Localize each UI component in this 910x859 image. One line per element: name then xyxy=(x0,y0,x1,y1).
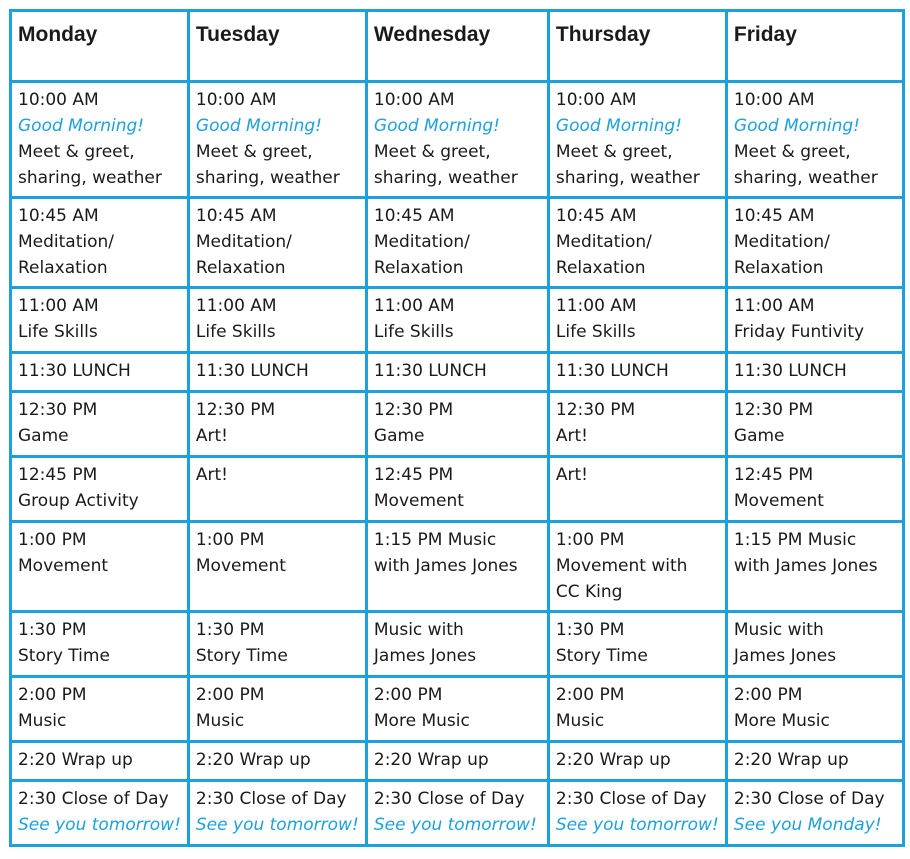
cell-line: 10:45 AM xyxy=(555,206,637,226)
cell-line: Relaxation xyxy=(18,258,108,278)
cell-line: 11:30 LUNCH xyxy=(733,361,847,381)
cell-line: Movement xyxy=(18,556,109,576)
cell-line: 11:30 LUNCH xyxy=(555,361,669,381)
cell-line: Friday Funtivity xyxy=(733,322,865,342)
cell-line: Movement xyxy=(195,556,286,576)
cell-line: 10:45 AM xyxy=(195,206,277,226)
cell-line: with James Jones xyxy=(733,556,878,576)
cell-line: 11:30 LUNCH xyxy=(195,361,309,381)
cell-line: Music with xyxy=(733,620,824,640)
cell-line: Music xyxy=(18,711,67,731)
schedule-cell-thursday xyxy=(548,677,726,742)
cell-line: 12:30 PM xyxy=(555,400,636,420)
cell-line: 2:30 Close of Day xyxy=(555,789,707,809)
cell-line: sharing, weather xyxy=(733,168,878,188)
cell-line: Story Time xyxy=(555,646,648,666)
schedule-row xyxy=(11,457,904,522)
cell-line: 12:30 PM xyxy=(18,400,98,420)
cell-line: CC King xyxy=(555,582,623,602)
cell-line: Story Time xyxy=(195,646,288,666)
schedule-cell-friday xyxy=(726,742,903,781)
schedule-cell-friday xyxy=(726,677,903,742)
schedule-row xyxy=(11,392,904,457)
schedule-cell-friday xyxy=(726,612,903,677)
schedule-cell-monday xyxy=(11,392,189,457)
schedule-cell-wednesday xyxy=(366,392,548,457)
schedule-cell-friday xyxy=(726,781,903,846)
cell-line: More Music xyxy=(733,711,830,731)
schedule-cell-monday xyxy=(11,522,189,612)
highlight-text: See you tomorrow! xyxy=(195,815,359,835)
cell-line: 1:15 PM Music xyxy=(733,530,857,550)
schedule-cell-thursday xyxy=(548,392,726,457)
schedule-cell-tuesday xyxy=(188,353,366,392)
cell-line: Meditation/ xyxy=(733,232,830,252)
schedule-cell-thursday xyxy=(548,288,726,353)
cell-line: James Jones xyxy=(733,646,837,666)
cell-line: Art! xyxy=(195,426,228,446)
schedule-cell-monday xyxy=(11,353,189,392)
schedule-cell-wednesday xyxy=(366,677,548,742)
cell-line: Group Activity xyxy=(18,491,139,511)
cell-line: Game xyxy=(733,426,785,446)
schedule-cell-thursday xyxy=(548,522,726,612)
cell-line: 1:15 PM Music xyxy=(373,530,497,550)
cell-line: Meet & greet, xyxy=(195,142,313,162)
highlight-text: Good Morning! xyxy=(373,116,500,136)
schedule-body xyxy=(11,82,904,846)
cell-line: 12:30 PM xyxy=(733,400,814,420)
schedule-cell-monday xyxy=(11,82,189,198)
cell-line: Art! xyxy=(555,426,588,446)
cell-line: 2:00 PM xyxy=(18,685,87,705)
schedule-cell-thursday xyxy=(548,781,726,846)
cell-line: 10:45 AM xyxy=(733,206,815,226)
cell-line: 2:20 Wrap up xyxy=(195,750,311,770)
cell-line: Music with xyxy=(373,620,464,640)
cell-line: Relaxation xyxy=(195,258,286,278)
cell-line: 12:30 PM xyxy=(195,400,276,420)
cell-line: Meditation/ xyxy=(555,232,652,252)
cell-line: 10:00 AM xyxy=(195,90,277,110)
cell-line: 11:00 AM xyxy=(373,296,455,316)
cell-line: 2:00 PM xyxy=(195,685,265,705)
cell-line: sharing, weather xyxy=(373,168,518,188)
schedule-cell-tuesday xyxy=(188,781,366,846)
cell-line: Life Skills xyxy=(195,322,276,342)
cell-line: 1:00 PM xyxy=(555,530,625,550)
cell-line: Meet & greet, xyxy=(18,142,135,162)
cell-line: 2:30 Close of Day xyxy=(195,789,347,809)
cell-line: Story Time xyxy=(18,646,110,666)
schedule-cell-monday xyxy=(11,198,189,288)
schedule-cell-tuesday xyxy=(188,522,366,612)
cell-line: Relaxation xyxy=(733,258,824,278)
cell-line: 11:00 AM xyxy=(555,296,637,316)
schedule-row xyxy=(11,288,904,353)
cell-line: Relaxation xyxy=(373,258,464,278)
schedule-row xyxy=(11,353,904,392)
cell-line: Game xyxy=(373,426,425,446)
schedule-row xyxy=(11,522,904,612)
schedule-cell-wednesday xyxy=(366,198,548,288)
day-header-tuesday: Tuesday xyxy=(188,11,366,82)
schedule-cell-friday xyxy=(726,198,903,288)
cell-line: Music xyxy=(195,711,245,731)
cell-line: 2:30 Close of Day xyxy=(373,789,525,809)
cell-line: Meditation/ xyxy=(18,232,115,252)
schedule-cell-tuesday xyxy=(188,82,366,198)
cell-line: 10:45 AM xyxy=(373,206,455,226)
schedule-cell-wednesday xyxy=(366,522,548,612)
schedule-row xyxy=(11,198,904,288)
cell-line: sharing, weather xyxy=(555,168,700,188)
cell-line: sharing, weather xyxy=(195,168,340,188)
cell-line: Game xyxy=(18,426,69,446)
schedule-cell-monday xyxy=(11,457,189,522)
cell-line: 10:00 AM xyxy=(555,90,637,110)
cell-line: 12:45 PM xyxy=(733,465,814,485)
cell-line: 10:00 AM xyxy=(733,90,815,110)
schedule-cell-tuesday xyxy=(188,457,366,522)
cell-line: 2:30 Close of Day xyxy=(18,789,169,809)
schedule-row xyxy=(11,677,904,742)
cell-line: 12:30 PM xyxy=(373,400,454,420)
schedule-cell-monday xyxy=(11,612,189,677)
cell-line: 11:00 AM xyxy=(733,296,815,316)
cell-line: Art! xyxy=(555,465,588,485)
highlight-text: See you tomorrow! xyxy=(555,815,719,835)
day-header-friday: Friday xyxy=(726,11,903,82)
cell-line: Relaxation xyxy=(555,258,646,278)
cell-line: 10:00 AM xyxy=(373,90,455,110)
cell-line: Art! xyxy=(195,465,228,485)
cell-line: More Music xyxy=(373,711,470,731)
cell-line: Meet & greet, xyxy=(373,142,491,162)
schedule-row xyxy=(11,781,904,846)
cell-line: Meditation/ xyxy=(373,232,470,252)
schedule-cell-thursday xyxy=(548,198,726,288)
cell-line: 2:20 Wrap up xyxy=(733,750,849,770)
schedule-cell-thursday xyxy=(548,742,726,781)
cell-line: 11:00 AM xyxy=(195,296,277,316)
schedule-cell-tuesday xyxy=(188,677,366,742)
cell-line: 2:30 Close of Day xyxy=(733,789,885,809)
schedule-row xyxy=(11,82,904,198)
schedule-cell-thursday xyxy=(548,353,726,392)
cell-line: Movement xyxy=(733,491,824,511)
cell-line: James Jones xyxy=(373,646,477,666)
schedule-cell-tuesday xyxy=(188,288,366,353)
schedule-cell-thursday xyxy=(548,82,726,198)
schedule-cell-friday xyxy=(726,457,903,522)
schedule-cell-wednesday xyxy=(366,288,548,353)
schedule-cell-monday xyxy=(11,781,189,846)
schedule-cell-friday xyxy=(726,288,903,353)
cell-line: Meet & greet, xyxy=(555,142,673,162)
header-row xyxy=(11,11,904,82)
cell-line: 1:30 PM xyxy=(195,620,265,640)
cell-line: 1:30 PM xyxy=(555,620,625,640)
schedule-cell-monday xyxy=(11,288,189,353)
schedule-cell-wednesday xyxy=(366,781,548,846)
schedule-cell-tuesday xyxy=(188,392,366,457)
schedule-cell-tuesday xyxy=(188,742,366,781)
cell-line: Life Skills xyxy=(373,322,454,342)
cell-line: 2:00 PM xyxy=(733,685,803,705)
schedule-cell-friday xyxy=(726,353,903,392)
cell-line: Music xyxy=(555,711,605,731)
cell-line: 2:20 Wrap up xyxy=(373,750,489,770)
highlight-text: See you Monday! xyxy=(733,815,882,835)
schedule-cell-monday xyxy=(11,742,189,781)
weekly-schedule-table xyxy=(9,9,905,847)
schedule-cell-thursday xyxy=(548,612,726,677)
schedule-cell-tuesday xyxy=(188,612,366,677)
schedule-cell-thursday xyxy=(548,457,726,522)
cell-line: 11:00 AM xyxy=(18,296,99,316)
schedule-row xyxy=(11,612,904,677)
highlight-text: Good Morning! xyxy=(555,116,682,136)
day-header-thursday: Thursday xyxy=(548,11,726,82)
cell-line: Life Skills xyxy=(18,322,98,342)
cell-line: Meditation/ xyxy=(195,232,292,252)
cell-line: Life Skills xyxy=(555,322,636,342)
schedule-cell-friday xyxy=(726,82,903,198)
schedule-cell-friday xyxy=(726,522,903,612)
schedule-cell-friday xyxy=(726,392,903,457)
cell-line: Movement with xyxy=(555,556,688,576)
cell-line: 10:00 AM xyxy=(18,90,99,110)
schedule-cell-wednesday xyxy=(366,742,548,781)
schedule-cell-wednesday xyxy=(366,353,548,392)
highlight-text: Good Morning! xyxy=(18,116,145,136)
schedule-cell-monday xyxy=(11,677,189,742)
cell-line: 11:30 LUNCH xyxy=(373,361,487,381)
schedule-cell-wednesday xyxy=(366,457,548,522)
highlight-text: See you tomorrow! xyxy=(18,815,181,835)
cell-line: 11:30 LUNCH xyxy=(18,361,131,381)
cell-line: 1:30 PM xyxy=(18,620,87,640)
schedule-row xyxy=(11,742,904,781)
cell-line: 2:20 Wrap up xyxy=(555,750,671,770)
cell-line: sharing, weather xyxy=(18,168,162,188)
schedule-cell-tuesday xyxy=(188,198,366,288)
schedule-cell-wednesday xyxy=(366,612,548,677)
cell-line: 2:20 Wrap up xyxy=(18,750,133,770)
highlight-text: See you tomorrow! xyxy=(373,815,537,835)
highlight-text: Good Morning! xyxy=(195,116,322,136)
cell-line: Movement xyxy=(373,491,464,511)
cell-line: 12:45 PM xyxy=(18,465,98,485)
cell-line: 1:00 PM xyxy=(18,530,87,550)
cell-line: 1:00 PM xyxy=(195,530,265,550)
cell-line: with James Jones xyxy=(373,556,518,576)
day-header-monday: Monday xyxy=(11,11,189,82)
cell-line: 2:00 PM xyxy=(373,685,443,705)
schedule-cell-wednesday xyxy=(366,82,548,198)
cell-line: 2:00 PM xyxy=(555,685,625,705)
cell-line: Meet & greet, xyxy=(733,142,851,162)
cell-line: 12:45 PM xyxy=(373,465,454,485)
cell-line: 10:45 AM xyxy=(18,206,99,226)
highlight-text: Good Morning! xyxy=(733,116,860,136)
day-header-wednesday: Wednesday xyxy=(366,11,548,82)
